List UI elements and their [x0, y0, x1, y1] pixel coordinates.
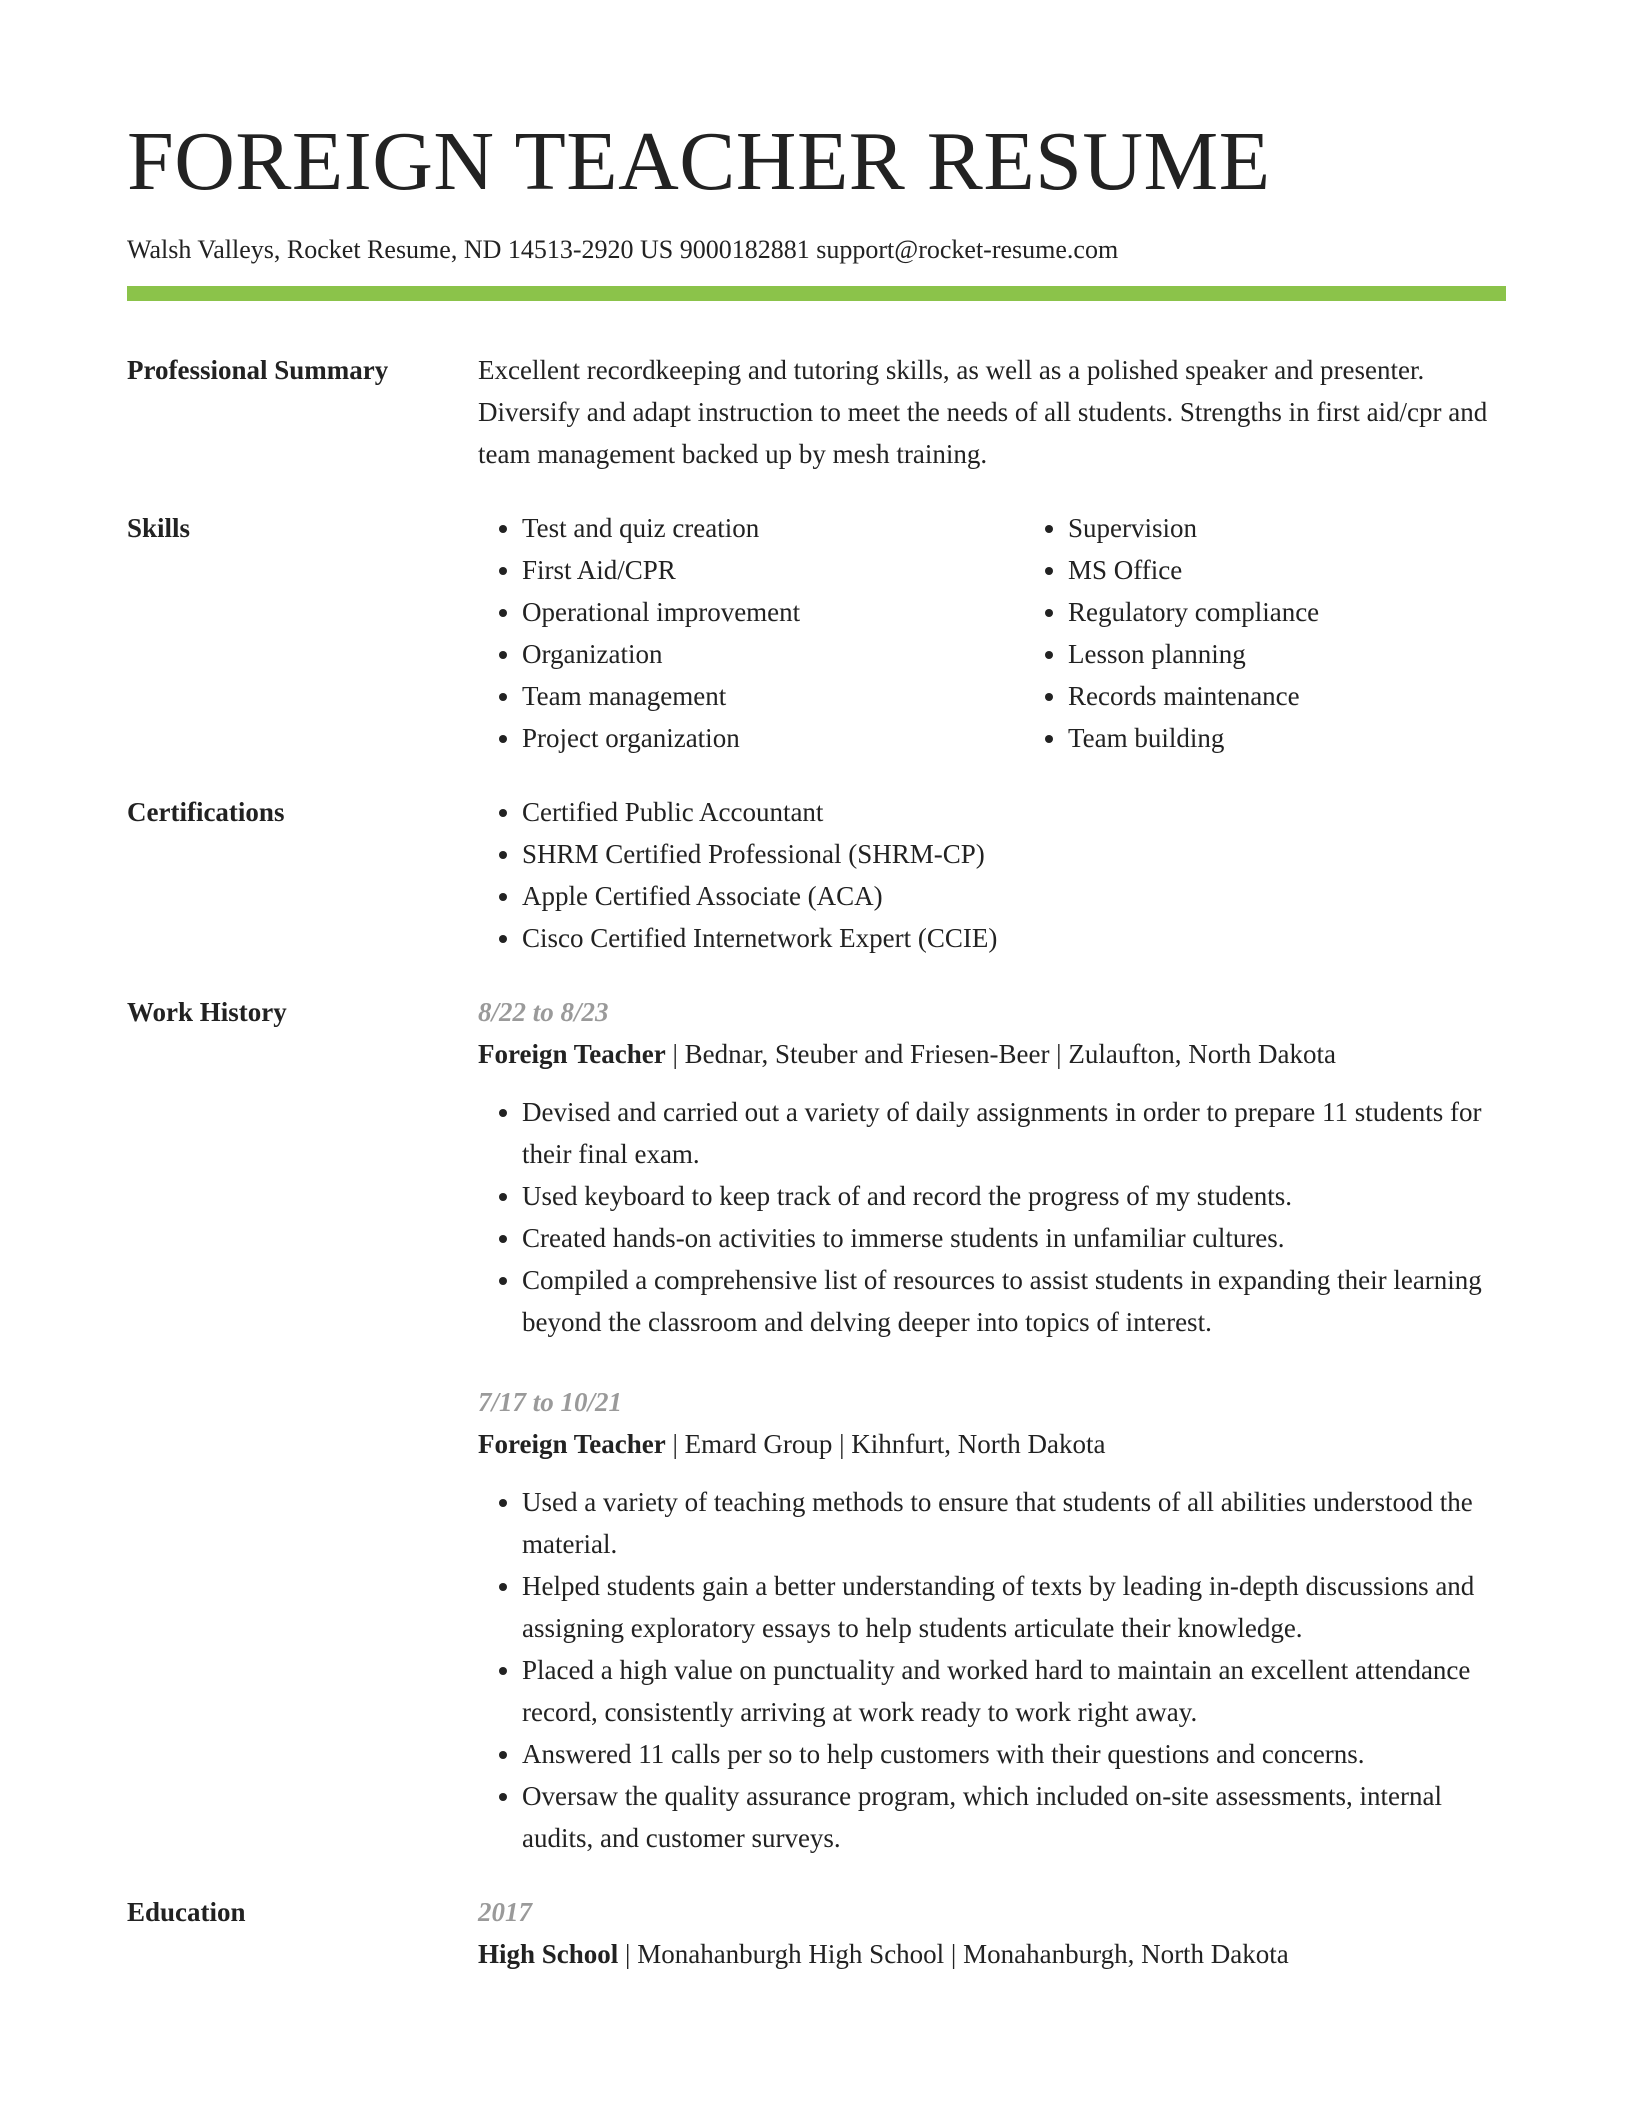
job-role-line	[478, 1423, 1506, 1465]
skill-item: • First Aid/CPR	[522, 549, 1024, 591]
job-dates: 8/22 to 8/23	[478, 997, 609, 1028]
skill-item: • Test and quiz creation	[522, 507, 1024, 549]
job-details: | Bednar, Steuber and Friesen-Beer | Zulaufton, North Dakota	[665, 1039, 1337, 1070]
section-work-history	[127, 991, 1506, 1859]
job-entry	[478, 991, 1506, 1343]
section-certifications	[127, 791, 1506, 959]
job-bullet: • Answered 11 calls per so to help customers with their questions and concerns.	[522, 1733, 1506, 1775]
job-bullet: • Used keyboard to keep track of and record the progress of my students.	[522, 1175, 1506, 1217]
skills-list-left	[478, 507, 1024, 759]
section-education	[127, 1891, 1506, 1975]
section-label: Professional Summary	[127, 355, 389, 386]
skill-item: • Organization	[522, 633, 1024, 675]
job-bullet: • Placed a high value on punctuality and worked hard to maintain an excellent attendance record, consistently arriving at work ready to work right away.	[522, 1649, 1506, 1733]
job-bullet: • Compiled a comprehensive list of resources to assist students in expanding their learning beyond the classroom and delving deeper into topics of interest.	[522, 1259, 1506, 1343]
section-label: Certifications	[127, 797, 285, 828]
accent-divider	[127, 286, 1506, 301]
section-skills	[127, 507, 1506, 759]
section-label: Work History	[127, 997, 287, 1028]
education-degree: High School	[478, 1939, 619, 1970]
skills-list-right	[1024, 507, 1570, 759]
education-year: 2017	[478, 1897, 532, 1928]
education-details: | Monahanburgh High School | Monahanburgh, North Dakota	[618, 1939, 1289, 1970]
education-line	[478, 1933, 1506, 1975]
section-professional-summary	[127, 349, 1506, 475]
section-label: Skills	[127, 513, 191, 544]
contact-line: Walsh Valleys, Rocket Resume, ND 14513-2920 US 9000182881 support@rocket-resume.com	[127, 235, 1119, 264]
job-bullets	[478, 1091, 1506, 1343]
summary-text: Excellent recordkeeping and tutoring skills, as well as a polished speaker and presenter. Diversify and adapt instruction to meet the needs of all students. Strengths in first aid/cpr and team management backed up by mesh training.	[478, 355, 1488, 470]
skill-item: • Regulatory compliance	[1068, 591, 1570, 633]
skill-item: • Project organization	[522, 717, 1024, 759]
job-details: | Emard Group | Kihnfurt, North Dakota	[665, 1429, 1106, 1460]
job-dates: 7/17 to 10/21	[478, 1387, 623, 1418]
skill-item: • Lesson planning	[1068, 633, 1570, 675]
resume-title: FOREIGN TEACHER RESUME	[127, 115, 1271, 208]
job-bullets	[478, 1481, 1506, 1859]
job-entry	[478, 1381, 1506, 1859]
certification-item: • Certified Public Accountant	[522, 791, 1506, 833]
skill-item: • MS Office	[1068, 549, 1570, 591]
section-label: Education	[127, 1897, 246, 1928]
job-bullet: • Created hands-on activities to immerse students in unfamiliar cultures.	[522, 1217, 1506, 1259]
job-bullet: • Devised and carried out a variety of daily assignments in order to prepare 11 students for their final exam.	[522, 1091, 1506, 1175]
certifications-list	[478, 791, 1506, 959]
skill-item: • Records maintenance	[1068, 675, 1570, 717]
job-bullet: • Helped students gain a better understanding of texts by leading in-depth discussions and assigning exploratory essays to help students articulate their knowledge.	[522, 1565, 1506, 1649]
job-title: Foreign Teacher	[478, 1039, 666, 1070]
certification-item: • Apple Certified Associate (ACA)	[522, 875, 1506, 917]
job-title: Foreign Teacher	[478, 1429, 666, 1460]
job-bullet: • Oversaw the quality assurance program, which included on-site assessments, internal audits, and customer surveys.	[522, 1775, 1506, 1859]
skill-item: • Supervision	[1068, 507, 1570, 549]
skill-item: • Team building	[1068, 717, 1570, 759]
skill-item: • Operational improvement	[522, 591, 1024, 633]
skill-item: • Team management	[522, 675, 1024, 717]
certification-item: • Cisco Certified Internetwork Expert (CCIE)	[522, 917, 1506, 959]
job-bullet: • Used a variety of teaching methods to ensure that students of all abilities understood the material.	[522, 1481, 1506, 1565]
job-role-line	[478, 1033, 1506, 1075]
certification-item: • SHRM Certified Professional (SHRM-CP)	[522, 833, 1506, 875]
